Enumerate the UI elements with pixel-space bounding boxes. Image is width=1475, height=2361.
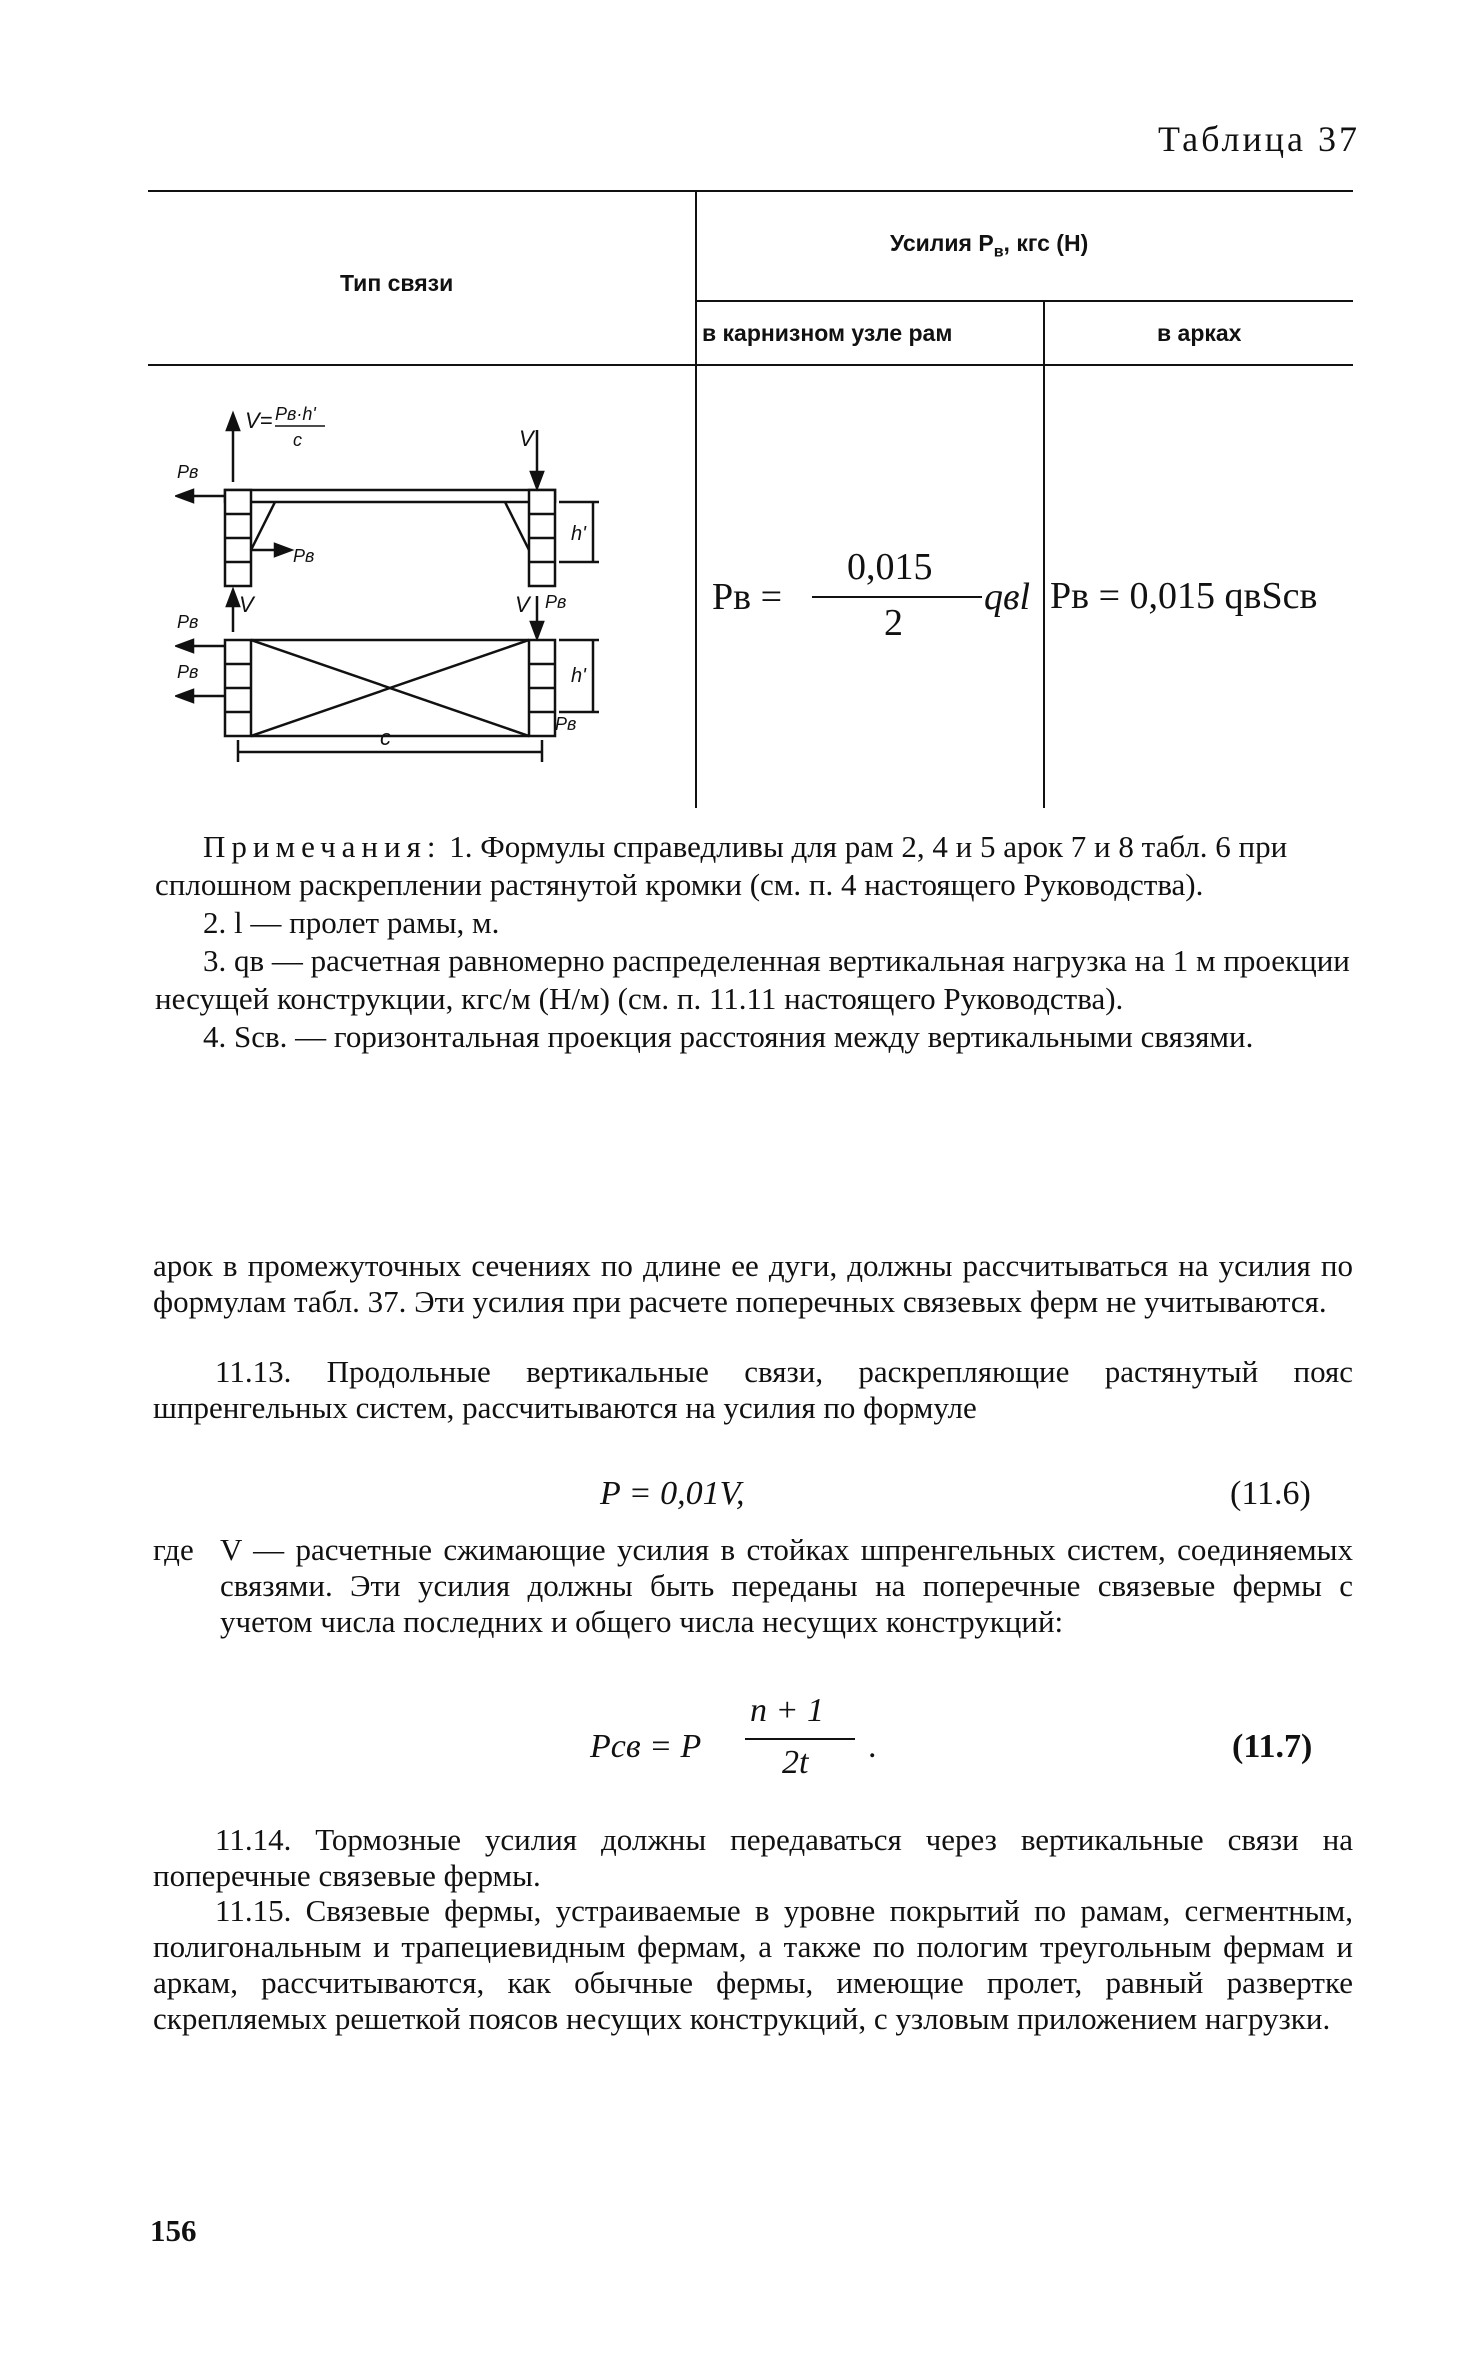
eq2-end: .	[868, 1728, 877, 1765]
note-1: 1. Формулы справедливы для рам 2, 4 и 5 арок 7 и 8 табл. 6 при сплошном раскреплении растянутой кромки (см. п. 4 настоящего Руководства).	[155, 829, 1288, 902]
note-2: 2. l — пролет рамы, м.	[203, 905, 500, 940]
v-label-lower-left: V	[239, 592, 254, 617]
where-definition: V — расчетные сжимающие усилия в стойках шпренгельных систем, соединяемых связями. Эти усилия должны быть переданы на поперечные связевые фермы с учетом числа последних и общего числа несущих конструкций:	[220, 1532, 1353, 1639]
col-divider-1	[695, 190, 697, 808]
equation-11-7-number: (11.7)	[1232, 1728, 1313, 1765]
formula-eaves-lhs: Pв =	[712, 576, 783, 618]
formula-eaves-den: 2	[884, 602, 903, 644]
col-header-forces: Усилия $P_в$, кгс (Н)	[890, 230, 1089, 261]
v-formula-den: c	[293, 430, 302, 450]
col-divider-2	[1043, 300, 1045, 808]
header-sub-rule	[695, 300, 1353, 302]
table-caption: Таблица 37	[1158, 119, 1360, 159]
page-number: 156	[150, 2213, 197, 2248]
h-label-lower: h'	[571, 665, 586, 687]
paragraph-11-14: 11.14. Тормозные усилия должны передаваться через вертикальные связи на поперечные связевые фермы.	[153, 1822, 1353, 1893]
paragraph-1: арок в промежуточных сечениях по длине ее дуги, должны рассчитываться на усилия по формулам табл. 37. Эти усилия при расчете поперечных связевых ферм не учитываются.	[153, 1248, 1353, 1319]
formula-fraction-bar	[812, 596, 982, 598]
eq2-bar	[745, 1738, 855, 1740]
col-header-arches: в арках	[1157, 320, 1242, 346]
p-label-2: Pв	[293, 546, 315, 566]
col-header-eaves: в карнизном узле рам	[702, 320, 953, 346]
header-bottom-rule	[148, 364, 1353, 366]
v-formula-label: V=	[245, 408, 273, 433]
p-label-3: Pв	[177, 612, 199, 632]
p-label-1: Pв	[177, 462, 199, 482]
notes-heading: Примечания:	[203, 829, 442, 864]
p-label-5: Pв	[177, 662, 199, 682]
paragraph-2: 11.13. Продольные вертикальные связи, раскрепляющие растянутый пояс шпренгельных систем, рассчитываются на усилия по формуле	[153, 1354, 1353, 1425]
eq2-den: 2t	[782, 1744, 809, 1781]
eq2-num: n + 1	[750, 1692, 824, 1729]
h-label-upper: h'	[571, 523, 586, 545]
note-4: 4. Sсв. — горизонтальная проекция расстояния между вертикальными связями.	[203, 1019, 1254, 1054]
paragraph-11-15: 11.15. Связевые фермы, устраиваемые в уровне покрытий по рамам, сегментным, полигональным и трапециевидным фермам, а также по пологим треугольным фермам и аркам, рассчитываются, как обычные фермы, имеющие пролет, равный развертке скрепляемых решеткой поясов несущих конструкций, с узловым приложением нагрузки.	[153, 1893, 1353, 2036]
notes	[155, 828, 1350, 1056]
upper-frame	[225, 490, 555, 586]
p-label-4: Pв	[545, 592, 567, 612]
c-label: c	[380, 725, 391, 750]
v-label-upper: V	[519, 426, 534, 451]
where-word: где	[153, 1532, 194, 1567]
equation-11-6-number: (11.6)	[1230, 1475, 1311, 1512]
col-header-type: Тип связи	[340, 270, 454, 296]
table-top-rule	[148, 190, 1353, 192]
lower-truss	[225, 640, 555, 736]
note-3: 3. qв — расчетная равномерно распределенная вертикальная нагрузка на 1 м проекции несущей конструкции, кгс/м (Н/м) (см. п. 11.11 настоящего Руководства).	[155, 943, 1350, 1016]
equation-11-7	[590, 1692, 990, 1792]
bracing-diagram	[175, 400, 655, 770]
p-label-6: Pв	[555, 714, 577, 734]
formula-eaves	[712, 545, 1042, 655]
eq2-lhs: Pсв = P	[590, 1728, 702, 1765]
formula-eaves-rhs: qвl	[984, 576, 1031, 618]
v-formula-num: Pв·h'	[275, 404, 316, 424]
equation-11-6: P = 0,01V,	[600, 1475, 745, 1512]
formula-eaves-num: 0,015	[847, 546, 933, 588]
v-label-lower-right: V	[515, 592, 530, 617]
formula-arches: Pв = 0,015 qвSсв	[1050, 575, 1318, 617]
